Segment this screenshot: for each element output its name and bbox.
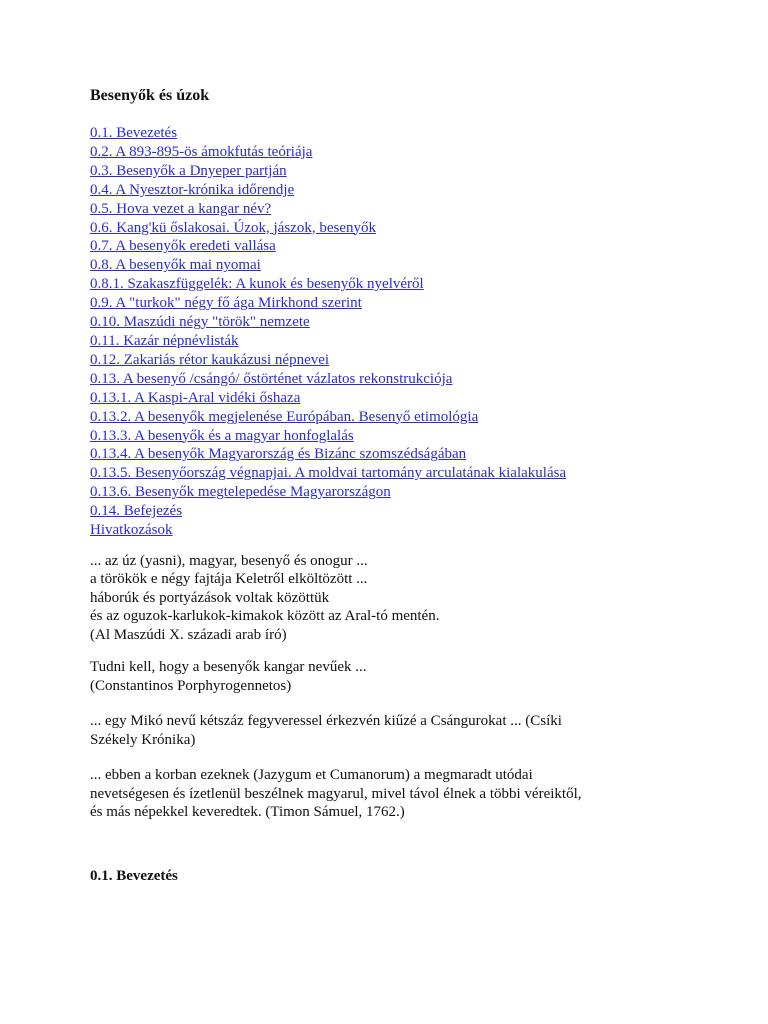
toc-link[interactable]: 0.13.2. A besenyők megjelenése Európában. Besenyő etimológia xyxy=(90,408,479,425)
quote-line: ... az úz (yasni), magyar, besenyő és onogur ... xyxy=(90,552,368,569)
toc-item xyxy=(90,521,730,540)
epigraph-porphyrogennetos xyxy=(90,658,730,695)
toc-link[interactable]: 0.9. A "turkok" négy fő ága Mirkhond szerint xyxy=(90,295,362,312)
toc-item xyxy=(90,275,730,294)
toc-item xyxy=(90,427,730,446)
toc-item xyxy=(90,408,730,427)
toc-link[interactable]: 0.12. Zakariás rétor kaukázusi népnevei xyxy=(90,351,330,368)
quote-line: Tudni kell, hogy a besenyők kangar nevűek ... xyxy=(90,659,367,676)
epigraph-timon xyxy=(90,766,730,822)
toc-item xyxy=(90,124,730,143)
toc-item xyxy=(90,313,730,332)
toc-link[interactable]: 0.11. Kazár népnévlisták xyxy=(90,332,239,349)
toc-link[interactable]: 0.6. Kang'kü őslakosai. Úzok, jászok, besenyők xyxy=(90,219,376,236)
quote-attribution: (Al Maszúdi X. századi arab író) xyxy=(90,626,287,643)
toc-link[interactable]: 0.7. A besenyők eredeti vallása xyxy=(90,238,276,255)
toc-link[interactable]: 0.13.4. A besenyők Magyarország és Bizánc szomszédságában xyxy=(90,446,467,463)
section-heading: 0.1. Bevezetés xyxy=(90,867,178,884)
toc-link[interactable]: 0.13.1. A Kaspi-Aral vidéki őshaza xyxy=(90,389,301,406)
toc-item xyxy=(90,389,730,408)
quote-attribution: (Constantinos Porphyrogennetos) xyxy=(90,677,292,694)
toc-item xyxy=(90,370,730,389)
quote-line: ... egy Mikó nevű kétszáz fegyveressel érkezvén kiűzé a Csángurokat ... (Csíki xyxy=(90,713,562,730)
toc-item xyxy=(90,294,730,313)
toc-link[interactable]: 0.4. A Nyesztor-krónika időrendje xyxy=(90,181,295,198)
epigraph-csiki-kronika xyxy=(90,712,730,749)
toc-item xyxy=(90,162,730,181)
quote-line: nevetségesen és ízetlenül beszélnek magyarul, mivel távol élnek a többi véreiktől, xyxy=(90,785,582,802)
document-title: Besenyők és úzok xyxy=(90,87,210,104)
quote-line: háborúk és portyázások voltak közöttük xyxy=(90,589,330,606)
quote-line: és az oguzok-karlukok-kimakok között az Aral-tó mentén. xyxy=(90,608,440,625)
toc-link[interactable]: 0.10. Maszúdi négy "török" nemzete xyxy=(90,314,310,331)
toc-item xyxy=(90,181,730,200)
quote-line: és más népekkel keveredtek. (Timon Sámuel, 1762.) xyxy=(90,804,405,821)
toc-item xyxy=(90,200,730,219)
epigraph-maszudi xyxy=(90,552,730,645)
toc-link[interactable]: Hivatkozások xyxy=(90,522,173,539)
toc-link[interactable]: 0.5. Hova vezet a kangar név? xyxy=(90,200,272,217)
toc-link[interactable]: 0.13. A besenyő /csángó/ őstörténet vázlatos rekonstrukciója xyxy=(90,370,453,387)
toc-link[interactable]: 0.13.3. A besenyők és a magyar honfoglalás xyxy=(90,427,354,444)
quote-line: Székely Krónika) xyxy=(90,731,196,748)
toc-item xyxy=(90,256,730,275)
table-of-contents xyxy=(90,124,730,540)
quote-line: a törökök e négy fajtája Keletről elköltözött ... xyxy=(90,571,368,588)
toc-link[interactable]: 0.13.6. Besenyők megtelepedése Magyarországon xyxy=(90,484,391,501)
toc-link[interactable]: 0.14. Befejezés xyxy=(90,503,183,520)
toc-item xyxy=(90,351,730,370)
toc-item xyxy=(90,464,730,483)
toc-item xyxy=(90,237,730,256)
toc-item xyxy=(90,502,730,521)
document-page xyxy=(90,86,730,886)
toc-link[interactable]: 0.1. Bevezetés xyxy=(90,125,178,141)
quote-line: ... ebben a korban ezeknek (Jazygum et Cumanorum) a megmaradt utódai xyxy=(90,767,533,784)
toc-link[interactable]: 0.3. Besenyők a Dnyeper partján xyxy=(90,162,287,179)
toc-item xyxy=(90,445,730,464)
toc-item xyxy=(90,483,730,502)
toc-item xyxy=(90,143,730,162)
toc-link[interactable]: 0.8.1. Szakaszfüggelék: A kunok és besenyők nyelvéről xyxy=(90,276,424,293)
toc-link[interactable]: 0.2. A 893-895-ös ámokfutás teóriája xyxy=(90,143,313,160)
toc-link[interactable]: 0.8. A besenyők mai nyomai xyxy=(90,257,261,274)
toc-item xyxy=(90,332,730,351)
toc-link[interactable]: 0.13.5. Besenyőország végnapjai. A moldvai tartomány arculatának kialakulása xyxy=(90,465,567,482)
toc-item xyxy=(90,219,730,238)
